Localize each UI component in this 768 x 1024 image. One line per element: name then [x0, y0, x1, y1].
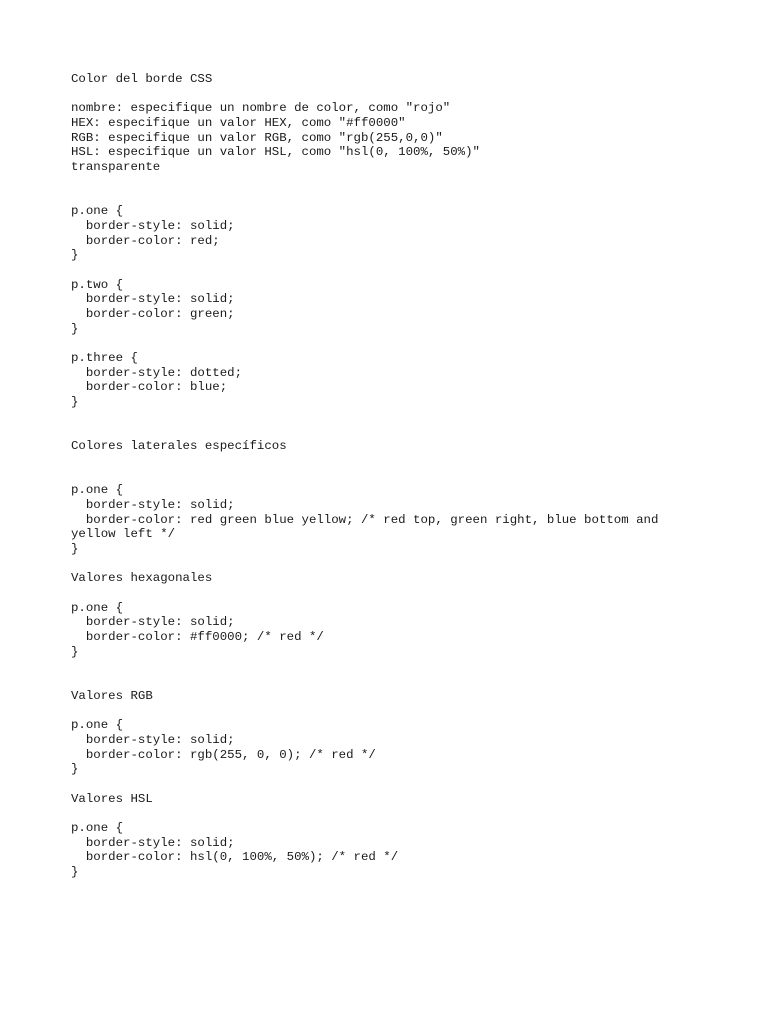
text-line: border-style: solid;: [71, 218, 235, 233]
text-line: border-color: rgb(255, 0, 0); /* red */: [71, 747, 376, 762]
text-line: border-color: green;: [71, 307, 235, 321]
blank-line: [71, 557, 751, 572]
text-line: }: [71, 644, 79, 659]
blank-line: [71, 175, 751, 190]
text-line: HEX: especifique un valor HEX, como "#ff0000": [71, 116, 406, 131]
text-line: border-style: solid;: [71, 497, 235, 512]
blank-line: [71, 674, 751, 689]
text-line: p.one {: [71, 821, 124, 836]
blank-line: [71, 806, 751, 821]
text-line: border-style: solid;: [71, 292, 235, 307]
blank-line: [71, 704, 751, 719]
text-line: p.two {: [71, 277, 124, 292]
text-line: }: [71, 762, 79, 777]
blank-line: [71, 469, 751, 484]
blank-line: [71, 190, 751, 205]
blank-line: [71, 87, 751, 102]
blank-line: [71, 410, 751, 425]
blank-line: [71, 660, 751, 675]
text-line: border-color: #ff0000; /* red */: [71, 630, 324, 645]
blank-line: [71, 263, 751, 278]
text-line: }: [71, 248, 79, 263]
text-line: }: [71, 395, 79, 410]
text-line: }: [71, 542, 79, 556]
text-line: border-style: solid;: [71, 835, 235, 850]
text-line: border-color: hsl(0, 100%, 50%); /* red */: [71, 850, 399, 865]
text-line: border-color: red green blue yellow; /* red top, green right, blue bottom and: [71, 512, 659, 527]
text-line: p.three {: [71, 351, 138, 366]
text-line: border-style: solid;: [71, 732, 235, 747]
blank-line: [71, 777, 751, 792]
text-line: Color del borde CSS: [71, 72, 213, 86]
text-line: HSL: especifique un valor HSL, como "hsl(0, 100%, 50%)": [71, 145, 480, 160]
text-line: nombre: especifique un nombre de color, como "rojo": [71, 101, 451, 116]
text-line: p.one {: [71, 483, 124, 498]
text-line: p.one {: [71, 204, 124, 219]
document-page: [71, 72, 751, 880]
blank-line: [71, 336, 751, 351]
blank-line: [71, 425, 751, 440]
text-line: transparente: [71, 160, 161, 175]
text-line: }: [71, 865, 79, 880]
text-line: Valores hexagonales: [71, 571, 213, 586]
blank-line: [71, 454, 751, 469]
text-line: border-color: red;: [71, 233, 220, 248]
text-line: yellow left */: [71, 527, 176, 542]
text-line: Valores RGB: [71, 688, 153, 703]
text-line: Valores HSL: [71, 791, 153, 806]
text-line: RGB: especifique un valor RGB, como "rgb(255,0,0)": [71, 130, 443, 145]
text-line: }: [71, 321, 79, 336]
text-line: Colores laterales específicos: [71, 439, 287, 454]
text-line: p.one {: [71, 718, 124, 733]
text-line: border-color: blue;: [71, 380, 228, 395]
blank-line: [71, 586, 751, 601]
text-line: border-style: dotted;: [71, 365, 243, 380]
text-line: border-style: solid;: [71, 615, 235, 630]
text-line: p.one {: [71, 600, 124, 615]
